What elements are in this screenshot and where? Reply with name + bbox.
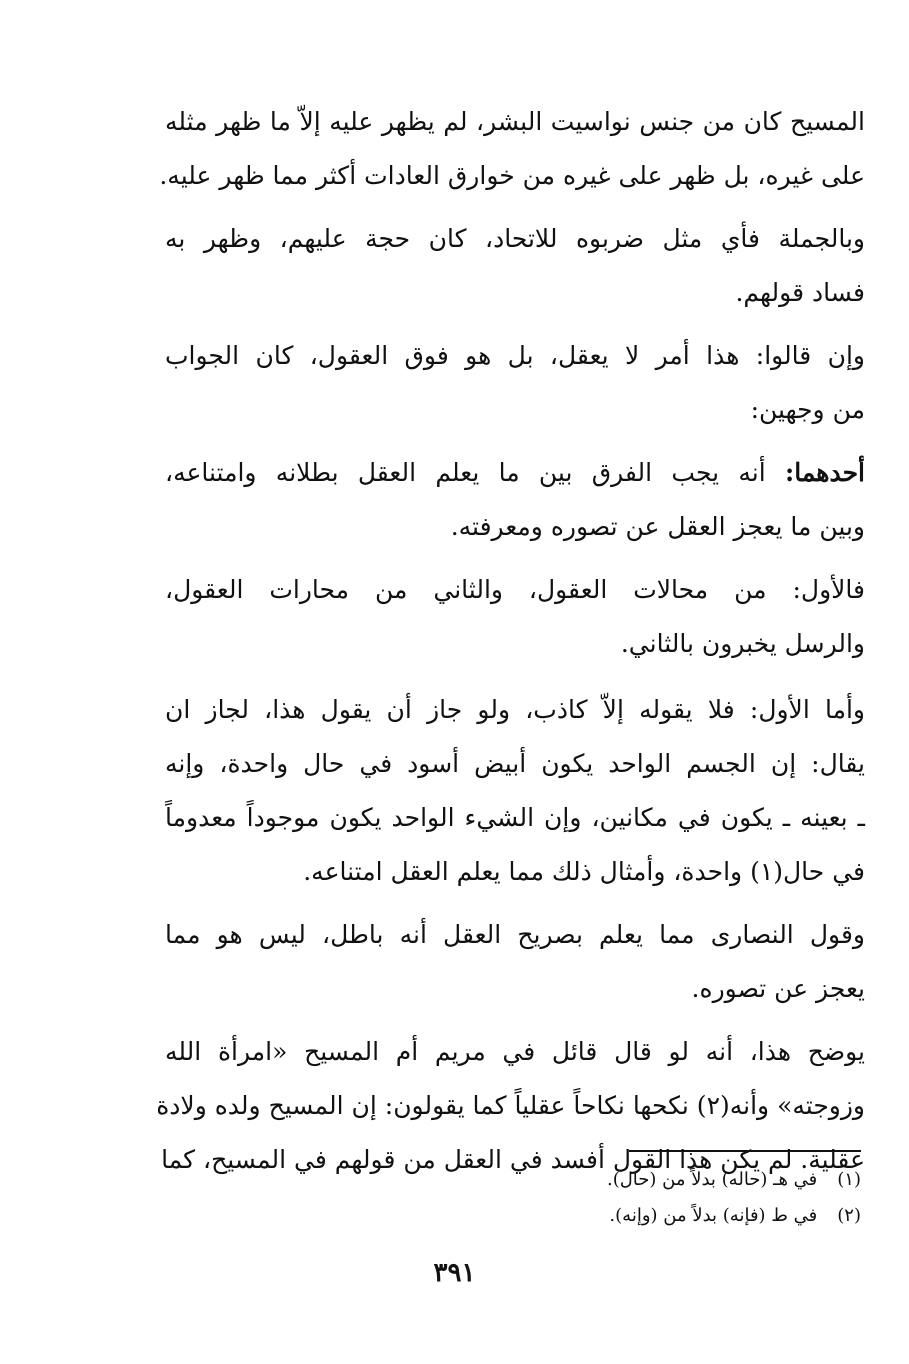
text-line: عقلية. لم يكن هذا القول أفسد في العقل من قولهم في المسيح، كما [161, 1145, 865, 1174]
text-line: فساد قولهم. [735, 278, 865, 307]
paragraph-3 [165, 329, 865, 437]
text-line: المسيح كان من جنس نواسيت البشر، لم يظهر عليه إلاّ ما ظهر مثله [165, 107, 865, 136]
paragraph-lead-word: أحدهما: [784, 458, 865, 487]
text-line: يوضح هذا، أنه لو قال قائل في مريم أم المسيح «امرأة الله [165, 1037, 865, 1066]
text-line: يقال: إن الجسم الواحد يكون أبيض أسود في حال واحدة، وإنه [165, 749, 865, 778]
footnote-text: في ط (فإنه) بدلاً من (وإنه). [609, 1205, 818, 1226]
text-line [165, 446, 865, 500]
paragraph-7 [165, 908, 865, 1016]
paragraph-2 [165, 212, 865, 320]
paragraph-1 [159, 95, 865, 203]
footnote-number: (٢) [837, 1205, 861, 1226]
text-line-rest: أنه يجب الفرق بين ما يعلم العقل بطلانه وامتناعه، [165, 458, 785, 487]
text-line: وبين ما يعجز العقل عن تصوره ومعرفته. [450, 512, 865, 541]
text-line: على غيره، بل ظهر على غيره من خوارق العادات أكثر مما ظهر عليه. [159, 161, 865, 190]
text-line: والرسل يخبرون بالثاني. [620, 629, 865, 658]
footnote-number: (١) [837, 1169, 861, 1190]
text-line: ـ بعينه ـ يكون في مكانين، وإن الشيء الواحد يكون موجوداً معدوماً [165, 803, 865, 832]
footnote-text: في هـ (حاله) بدلاً من (حال). [606, 1169, 818, 1190]
paragraph-4 [165, 446, 865, 554]
text-line: وزوجته» وأنه(٢) نكحها نكاحاً عقلياً كما يقولون: إن المسيح ولده ولادة [156, 1091, 865, 1120]
footnote-2 [361, 1198, 861, 1234]
text-line: وبالجملة فأي مثل ضربوه للاتحاد، كان حجة عليهم، وظهر به [165, 224, 865, 253]
text-line: في حال(١) واحدة، وأمثال ذلك مما يعلم العقل امتناعه. [303, 857, 865, 886]
text-line: من وجهين: [750, 395, 865, 424]
footnotes [361, 1162, 861, 1234]
main-text [156, 95, 865, 1196]
paragraph-6 [165, 683, 865, 899]
footnote-1 [361, 1162, 861, 1198]
text-line: يعجز عن تصوره. [691, 974, 865, 1003]
page-number: ٣٩١ [433, 1258, 476, 1288]
text-line: فالأول: من محالات العقول، والثاني من محارات العقول، [165, 575, 865, 604]
text-line: وإن قالوا: هذا أمر لا يعقل، بل هو فوق العقول، كان الجواب [165, 341, 865, 370]
text-line: وقول النصارى مما يعلم بصريح العقل أنه باطل، ليس هو مما [165, 920, 865, 949]
footnote-divider [629, 1150, 861, 1152]
paragraph-5 [165, 563, 865, 671]
text-line: وأما الأول: فلا يقوله إلاّ كاذب، ولو جاز أن يقول هذا، لجاز ان [165, 695, 865, 724]
